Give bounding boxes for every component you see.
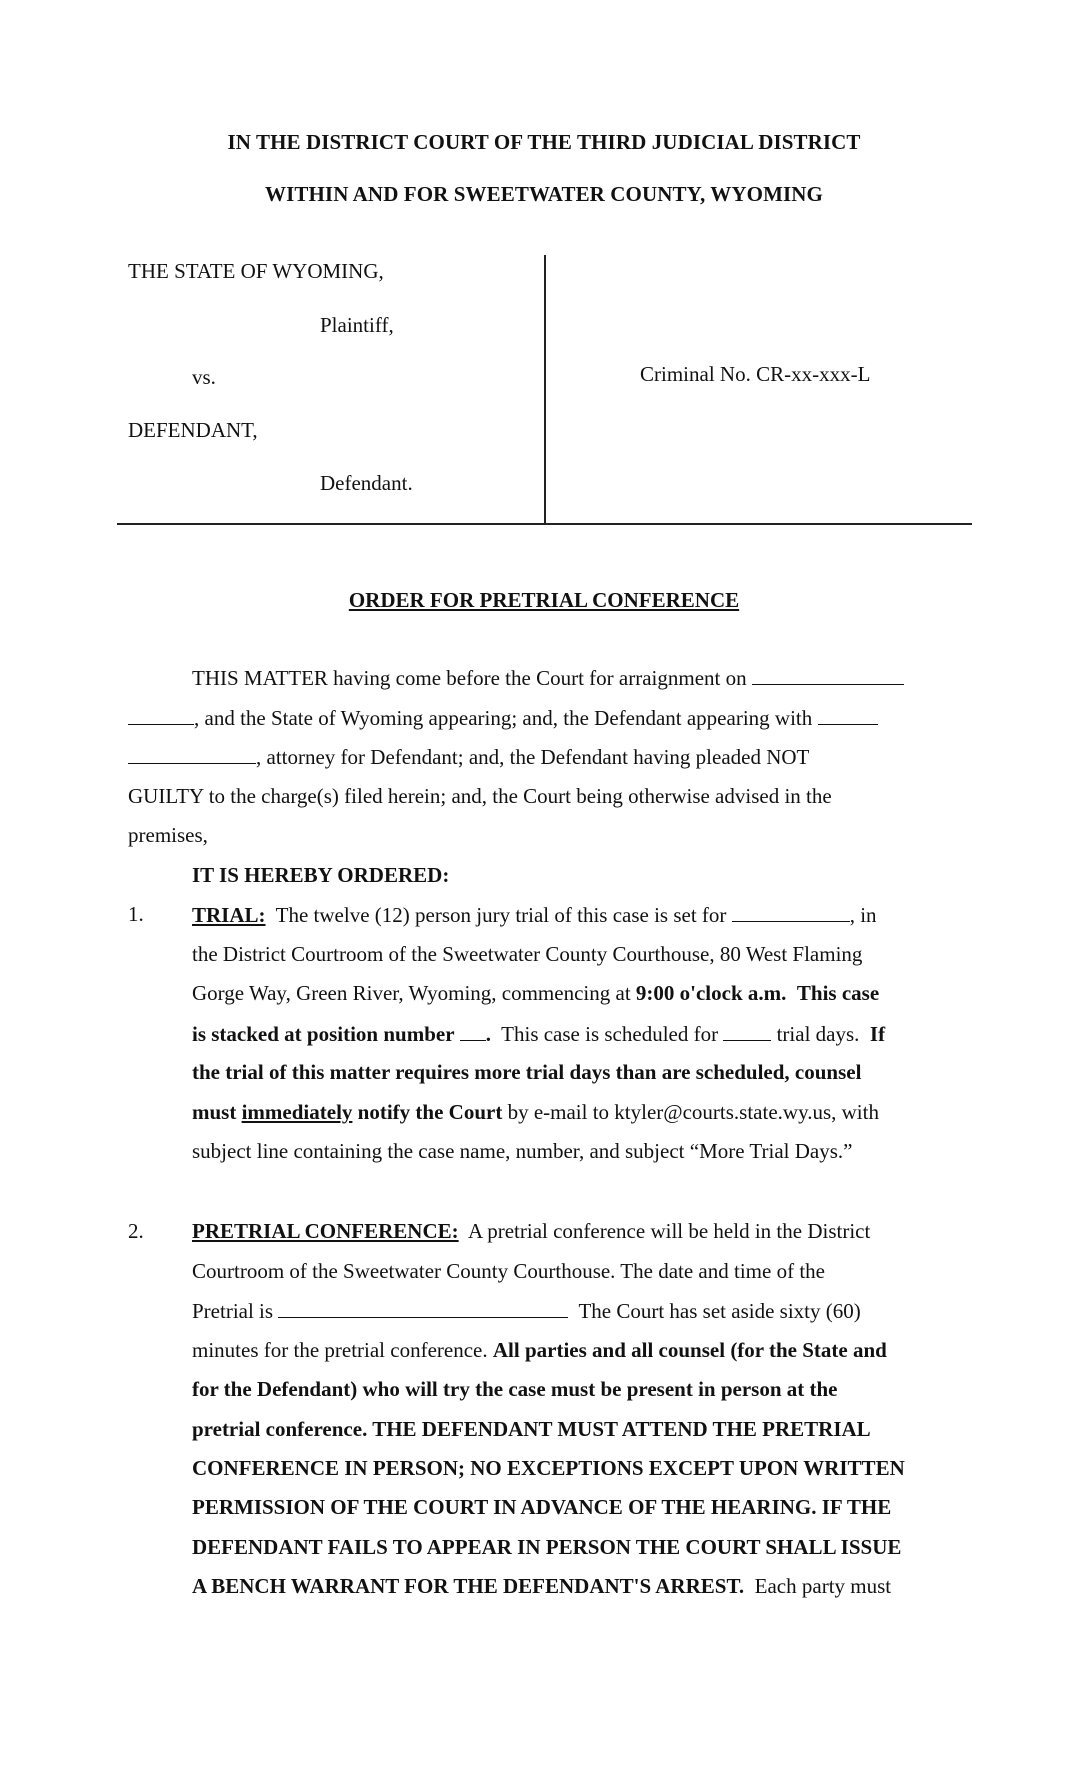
item-1-text: Gorge Way, Green River, Wyoming, commencing at (192, 981, 631, 1005)
item-2-line-2: Courtroom of the Sweetwater County Courthouse. The date and time of the (192, 1259, 825, 1283)
item-1-text: This case (796, 981, 880, 1005)
intro-line-4: GUILTY to the charge(s) filed herein; and, the Court being otherwise advised in the (128, 784, 832, 808)
intro-text: THIS MATTER having come before the Court for arraignment on (192, 666, 747, 690)
item-1-number: 1. (128, 902, 144, 926)
item-2-line-4 (192, 1340, 887, 1361)
caption-horizontal-rule (117, 523, 972, 525)
ordered-heading: IT IS HEREBY ORDERED: (192, 863, 450, 887)
item-1-line-1 (192, 904, 877, 926)
caption-defendant-label: Defendant. (320, 471, 413, 495)
intro-text: , and the State of Wyoming appearing; and, the Defendant appearing with (194, 706, 813, 730)
item-2-line-6: pretrial conference. THE DEFENDANT MUST ATTEND THE PRETRIAL (192, 1417, 871, 1441)
blank-field (128, 746, 256, 764)
item-2-line-10 (192, 1576, 891, 1597)
blank-field (723, 1023, 771, 1041)
item-2-number: 2. (128, 1219, 144, 1243)
intro-line-3 (128, 746, 809, 768)
item-1-line-4 (192, 1023, 885, 1045)
item-1-text: The twelve (12) person jury trial of this case is set for (275, 903, 727, 927)
item-2-line-1 (192, 1221, 870, 1242)
item-1-text: . (485, 1022, 492, 1046)
blank-field (818, 707, 878, 725)
item-1-line-6 (192, 1102, 879, 1123)
item-2-line-3 (192, 1300, 861, 1322)
item-2-text: A BENCH WARRANT FOR THE DEFENDANT'S ARREST. (192, 1574, 745, 1598)
item-2-line-8: PERMISSION OF THE COURT IN ADVANCE OF THE HEARING. IF THE (192, 1495, 892, 1519)
blank-field (460, 1023, 486, 1041)
item-2-text: Pretrial is (192, 1299, 274, 1323)
item-1-text: trial days. (776, 1022, 860, 1046)
intro-line-1 (192, 667, 904, 689)
item-1-text: is stacked at position number (192, 1022, 455, 1046)
item-2-heading: PRETRIAL CONFERENCE: (192, 1219, 459, 1243)
item-1-text: must (192, 1100, 237, 1124)
item-1-text: by e-mail to ktyler@courts.state.wy.us, with (507, 1100, 879, 1124)
item-1-heading: TRIAL: (192, 903, 266, 927)
item-1-text: If (869, 1022, 886, 1046)
item-2-line-5: for the Defendant) who will try the case must be present in person at the (192, 1377, 838, 1401)
blank-field (278, 1300, 568, 1318)
caption-state: THE STATE OF WYOMING, (128, 259, 384, 283)
caption-defendant-name: DEFENDANT, (128, 418, 258, 442)
court-heading-line-1: IN THE DISTRICT COURT OF THE THIRD JUDICIAL DISTRICT (227, 130, 861, 154)
intro-line-5: premises, (128, 823, 208, 847)
intro-text: , attorney for Defendant; and, the Defendant having pleaded NOT (256, 745, 810, 769)
case-number: Criminal No. CR-xx-xxx-L (640, 362, 871, 386)
item-1-time: 9:00 o'clock a.m. (635, 981, 787, 1005)
caption-vs: vs. (192, 365, 216, 389)
blank-field (732, 904, 850, 922)
item-1-text: , in (849, 903, 877, 927)
court-heading-line-2: WITHIN AND FOR SWEETWATER COUNTY, WYOMING (265, 182, 823, 206)
item-2-text: All parties and all counsel (for the State and (492, 1338, 887, 1362)
document-title: ORDER FOR PRETRIAL CONFERENCE (348, 588, 740, 612)
item-2-line-7: CONFERENCE IN PERSON; NO EXCEPTIONS EXCEPT UPON WRITTEN (192, 1456, 905, 1480)
blank-field (128, 707, 194, 725)
item-1-line-5: the trial of this matter requires more trial days than are scheduled, counsel (192, 1060, 862, 1084)
item-1-text: This case is scheduled for (501, 1022, 719, 1046)
caption-vertical-rule (544, 255, 546, 525)
item-2-line-9: DEFENDANT FAILS TO APPEAR IN PERSON THE COURT SHALL ISSUE (192, 1535, 902, 1559)
item-1-line-3 (192, 983, 879, 1004)
item-1-emphasis: immediately (241, 1100, 353, 1124)
caption-plaintiff: Plaintiff, (320, 313, 394, 337)
item-2-text: minutes for the pretrial conference. (192, 1338, 488, 1362)
item-2-text: A pretrial conference will be held in the District (467, 1219, 871, 1243)
item-1-line-7: subject line containing the case name, number, and subject “More Trial Days.” (192, 1139, 853, 1163)
item-1-line-2: the District Courtroom of the Sweetwater County Courthouse, 80 West Flaming (192, 942, 863, 966)
blank-field (752, 667, 904, 685)
item-1-text: notify the Court (357, 1100, 503, 1124)
item-2-text: The Court has set aside sixty (60) (578, 1299, 861, 1323)
item-2-text: Each party must (754, 1574, 892, 1598)
intro-line-2 (128, 707, 878, 729)
